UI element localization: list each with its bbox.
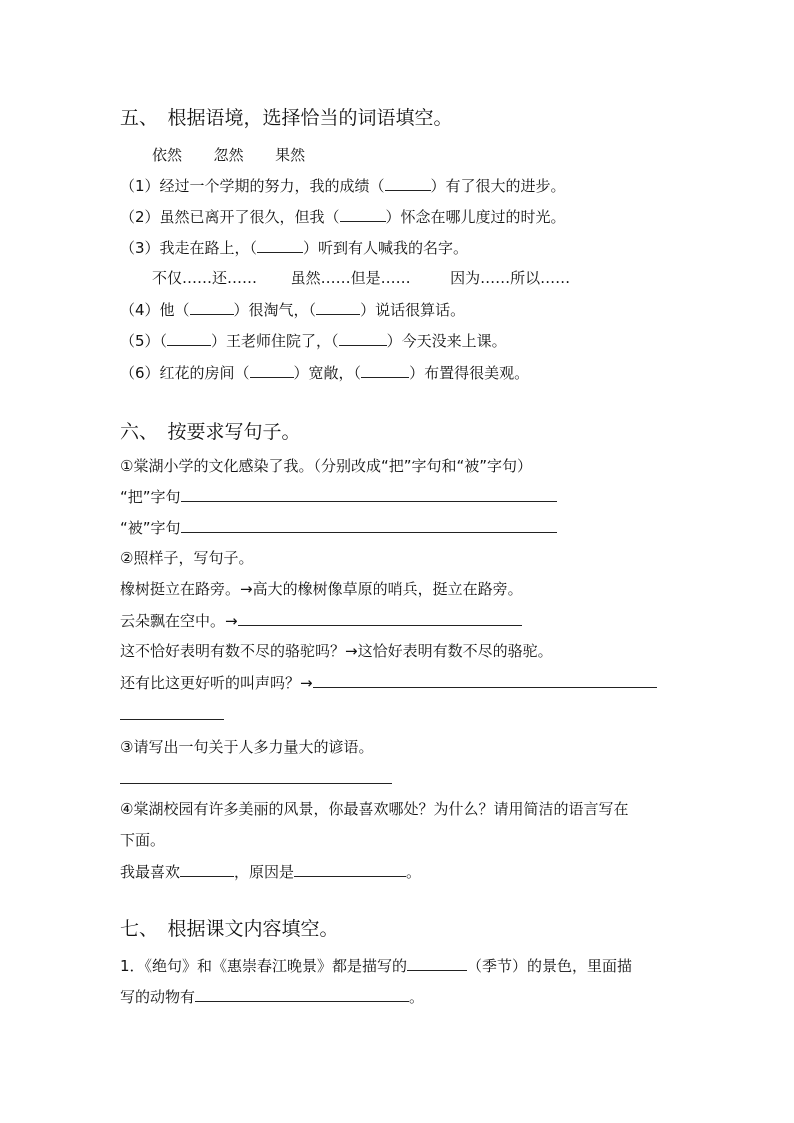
word-choice: 不仅……还……	[152, 269, 258, 287]
answer-blank[interactable]	[250, 362, 294, 378]
prompt-1-row: 云朵飘在空中。→	[120, 610, 522, 631]
example-2: 这不恰好表明有数不尽的骆驼吗？→这恰好表明有数不尽的骆驼。	[120, 642, 553, 660]
answer-blank[interactable]	[190, 299, 234, 315]
question-5-1: （1）经过一个学期的努力，我的成绩（ ）有了很大的进步。	[120, 177, 566, 195]
prompt-1-answer-line[interactable]	[238, 610, 522, 626]
example-1: 橡树挺立在路旁。→高大的橡树像草原的哨兵，挺立在路旁。	[120, 580, 523, 598]
season-blank[interactable]	[407, 955, 467, 971]
section-5-heading: 五、 根据语境，选择恰当的词语填空。	[120, 107, 453, 129]
ba-answer-line[interactable]	[181, 486, 557, 502]
item-6-3: ③请写出一句关于人多力量大的谚语。	[120, 738, 374, 756]
word-choices-1	[152, 145, 305, 165]
question-7-1-line-1: 1．《绝句》和《惠崇春江晚景》都是描写的 （季节）的景色，里面描	[120, 957, 633, 975]
answer-blank[interactable]	[257, 237, 303, 253]
question-5-3: （3）我走在路上，（ ）听到有人喊我的名字。	[120, 239, 469, 257]
prompt-2-answer-continuation[interactable]	[120, 719, 224, 720]
bei-label: “被”字句	[120, 519, 181, 537]
item-6-1: ①棠湖小学的文化感染了我。（分别改成“把”字句和“被”字句）	[120, 457, 533, 475]
word-choice: 果然	[275, 146, 306, 164]
word-choice: 依然	[152, 146, 183, 164]
answer-blank[interactable]	[385, 175, 431, 191]
word-choice: 因为……所以……	[450, 269, 571, 287]
word-choice: 忽然	[213, 146, 244, 164]
question-5-4: （4）他（ ）很淘气，（ ）说话很算话。	[120, 301, 466, 319]
animals-blank[interactable]	[195, 986, 409, 1002]
question-5-2: （2）虽然已离开了很久，但我（ ）怀念在哪儿度过的时光。	[120, 208, 566, 226]
section-6-heading: 六、 按要求写句子。	[120, 421, 301, 443]
item-6-4-line-2: 下面。	[120, 831, 166, 849]
answer-blank[interactable]	[340, 206, 386, 222]
bei-sentence-row	[120, 517, 557, 538]
answer-blank[interactable]	[339, 330, 387, 346]
reason-blank[interactable]	[294, 861, 406, 877]
answer-blank[interactable]	[361, 362, 409, 378]
answer-blank[interactable]	[167, 330, 211, 346]
question-5-5: （5）（ ）王老师住院了，（ ）今天没来上课。	[120, 332, 507, 350]
word-choices-2	[152, 268, 570, 288]
question-5-6: （6）红花的房间（ ）宽敞，（ ）布置得很美观。	[120, 364, 530, 382]
ba-sentence-row	[120, 486, 557, 507]
section-7-heading: 七、 根据课文内容填空。	[120, 918, 339, 940]
question-7-1-line-2: 写的动物有 。	[120, 988, 425, 1006]
item-6-2: ②照样子，写句子。	[120, 549, 254, 567]
favorite-spot-row: 我最喜欢 ，原因是 。	[120, 863, 422, 881]
prompt-2-row: 还有比这更好听的叫声吗？→	[120, 672, 657, 693]
answer-blank[interactable]	[316, 299, 360, 315]
favorite-spot-blank[interactable]	[180, 861, 234, 877]
ba-label: “把”字句	[120, 488, 181, 506]
item-6-4-line-1: ④棠湖校园有许多美丽的风景，你最喜欢哪处？为什么？请用简洁的语言写在	[120, 800, 629, 818]
proverb-answer-line[interactable]	[120, 783, 392, 784]
bei-answer-line[interactable]	[181, 517, 557, 533]
prompt-2-answer-line[interactable]	[313, 672, 657, 688]
word-choice: 虽然……但是……	[290, 269, 411, 287]
